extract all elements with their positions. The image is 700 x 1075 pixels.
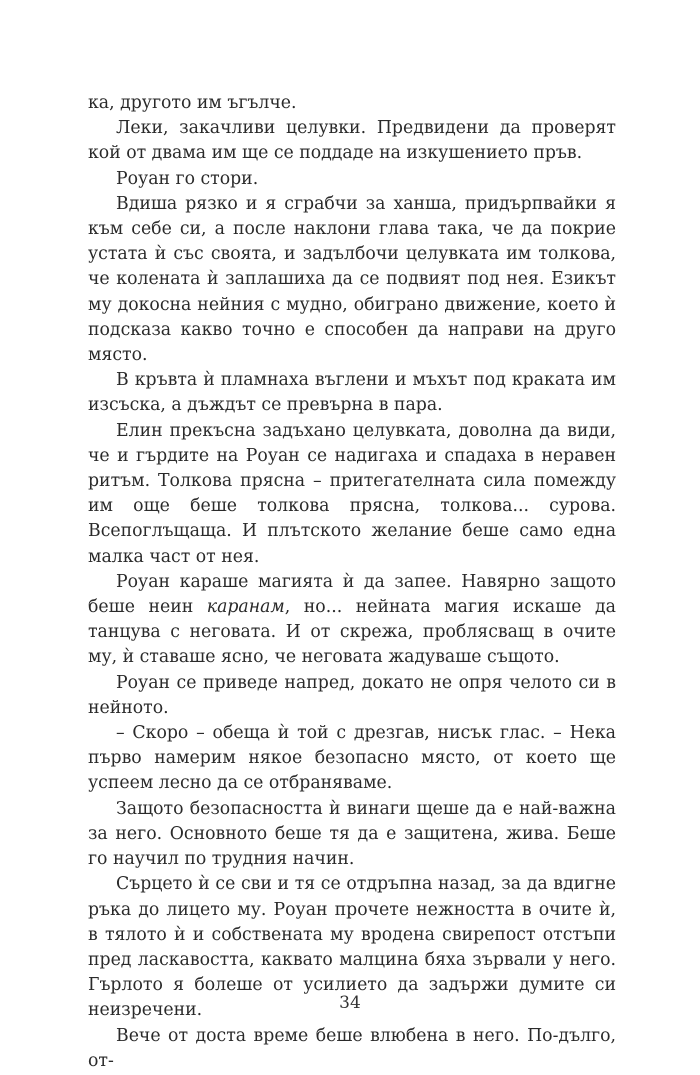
paragraph-7 <box>88 570 616 671</box>
paragraph-10: Защото безопасността ѝ винаги щеше да е най-важна за него. Основното беше тя да е защитена, жива. Беше го научил по трудния начин. <box>88 798 616 870</box>
paragraph-7-italic-word: каранам <box>206 597 285 618</box>
paragraph-1: ка, другото им ъгълче. <box>88 93 297 113</box>
paragraph-6: Елин прекъсна задъхано целувката, доволна да види, че и гърдите на Роуан се надигаха и спадаха в неравен ритъм. Толкова прясна – притегателната сила помежду им още беше толкова прясна, толкова... сурова. Всепоглъщаща. И плътското желание беше само една малка част от нея. <box>88 420 616 567</box>
paragraph-8: Роуан се приведе напред, докато не опря челото си в нейното. <box>88 672 616 718</box>
paragraph-7-before: Роуан караше магията ѝ да запее. Навярно защото беше неин <box>88 571 616 618</box>
paragraph-12: Вече от доста време беше влюбена в него. По-дълго, от- <box>88 1025 616 1071</box>
paragraph-4: Вдиша рязко и я сграбчи за ханша, придърпвайки я към себе си, а после наклони глава така, че да покрие устата ѝ със своята, и задълбочи целувката им толкова, че колената ѝ заплашиха да се подвият под нея. Езикът му докосна нейния с мудно, обиграно движение, което ѝ подсказа какво точно е способен да направи на друго място. <box>88 193 616 366</box>
paragraph-11: Сърцето ѝ се сви и тя се отдръпна назад, за да вдигне ръка до лицето му. Роуан прочете нежността в очите ѝ, в тялото ѝ и собствената му вродена свирепост отстъпи пред ласкавостта, каквато малцина бяха зървали у него. Гърлото я болеше от усилието да задържи думите си неизречени. <box>88 874 616 1021</box>
paragraph-9: – Скоро – обеща ѝ той с дрезгав, нисък глас. – Нека първо намерим някое безопасно място, от което ще успеем лесно да се отбраняваме. <box>88 723 616 794</box>
paragraph-5: В кръвта ѝ пламнаха въглени и мъхът под краката им изсъска, а дъждът се превърна в пара. <box>88 370 616 416</box>
page-body <box>88 91 616 1074</box>
page-number: 34 <box>339 993 361 1013</box>
paragraph-3: Роуан го стори. <box>116 168 259 189</box>
paragraph-2: Леки, закачливи целувки. Предвидени да проверят кой от двама им ще се поддаде на изкушението пръв. <box>88 118 616 164</box>
paragraph-7-after: , но... нейната магия искаше да танцува с неговата. И от скрежа, проблясващ в очите му, ѝ ставаше ясно, че неговата жадуваше същото. <box>88 597 616 668</box>
